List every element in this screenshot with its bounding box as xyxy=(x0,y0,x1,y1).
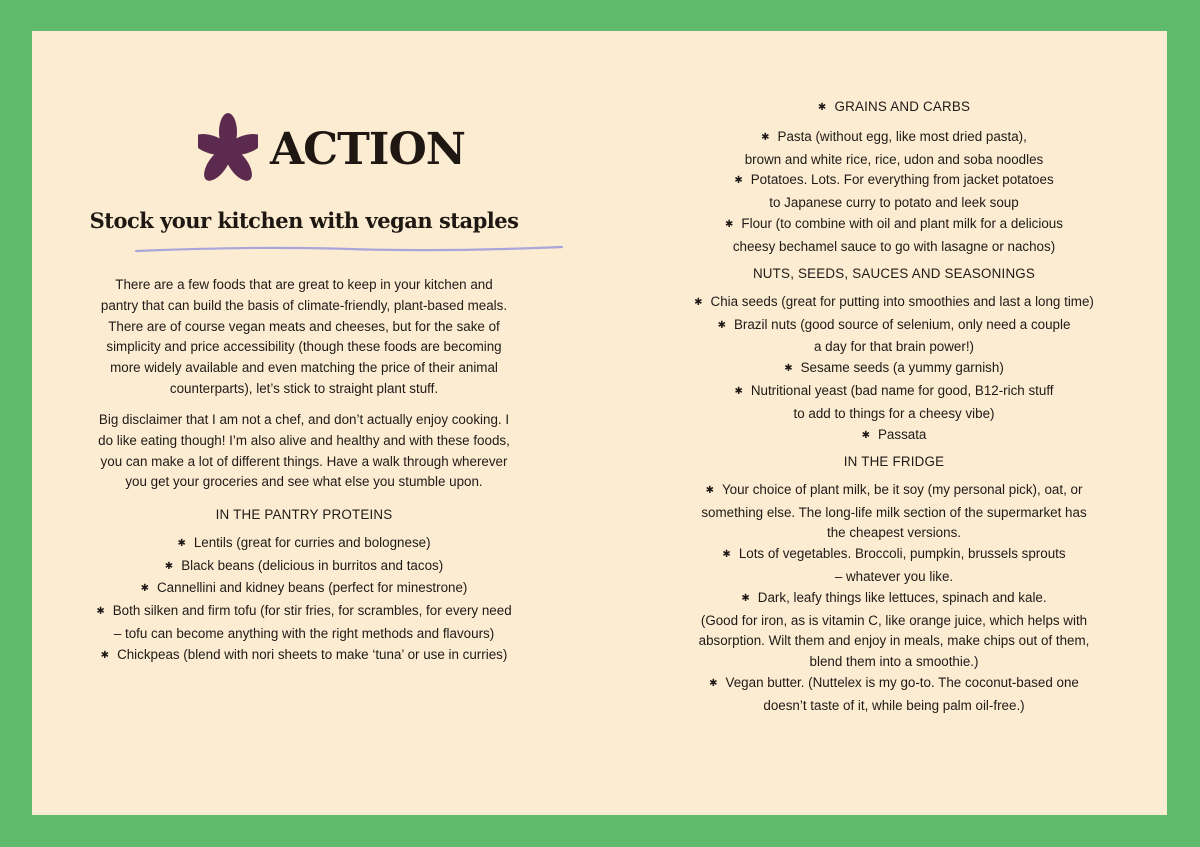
bullet-star-icon: ✱ xyxy=(734,385,743,397)
item-line: doesn’t taste of it, while being palm oil-free.) xyxy=(763,697,1025,713)
page-subtitle: Stock your kitchen with vegan staples xyxy=(89,208,519,233)
item-line: Vegan butter. (Nuttelex is my go-to. The coconut-based one xyxy=(725,674,1079,690)
item-line: Chia seeds (great for putting into smoothies and last a long time) xyxy=(710,293,1094,309)
list-item xyxy=(664,673,1124,717)
list-item xyxy=(664,127,1124,171)
bullet-star-icon: ✱ xyxy=(861,429,870,441)
list-item xyxy=(664,292,1124,315)
bullet-star-icon: ✱ xyxy=(734,175,743,187)
disclaimer-paragraph xyxy=(78,410,530,493)
bullet-star-icon: ✱ xyxy=(741,592,750,604)
item-line: Lots of vegetables. Broccoli, pumpkin, brussels sprouts xyxy=(738,546,1066,562)
bullet-star-icon: ✱ xyxy=(694,296,703,308)
bullet-star-icon: ✱ xyxy=(100,649,110,661)
list-item xyxy=(664,358,1124,381)
item-line: Black beans (delicious in burritos and tacos) xyxy=(181,557,444,573)
item-line: something else. The long-life milk section of the supermarket has xyxy=(701,504,1087,520)
bullet-star-icon: ✱ xyxy=(722,549,731,561)
grains-section xyxy=(664,97,1124,258)
bullet-star-icon: ✱ xyxy=(717,319,726,331)
bullet-star-icon: ✱ xyxy=(709,677,718,689)
list-item xyxy=(78,578,530,601)
item-line: Dark, leafy things like lettuces, spinach and kale. xyxy=(757,589,1047,605)
intro-paragraph xyxy=(78,275,530,400)
bullet-star-icon: ✱ xyxy=(817,102,827,113)
pantry-section xyxy=(78,505,530,668)
item-line: Chickpeas (blend with nori sheets to make ‘tuna’ or use in curries) xyxy=(117,646,508,662)
item-line: blend them into a smoothie.) xyxy=(809,654,979,670)
item-line: Cannellini and kidney beans (perfect for minestrone) xyxy=(157,580,468,596)
item-line: Flour (to combine with oil and plant milk for a delicious xyxy=(741,215,1063,231)
section-title: NUTS, SEEDS, SAUCES AND SEASONINGS xyxy=(752,266,1036,281)
intro-line: There are a few foods that are great to keep in your kitchen and xyxy=(115,277,493,292)
item-line: Brazil nuts (good source of selenium, only need a couple xyxy=(733,316,1071,332)
fridge-section xyxy=(664,452,1124,717)
bullet-star-icon: ✱ xyxy=(784,363,793,375)
section-title: GRAINS AND CARBS xyxy=(834,99,971,114)
list-item xyxy=(664,214,1124,258)
item-line: Sesame seeds (a yummy garnish) xyxy=(800,360,1004,376)
disclaimer-line: you get your groceries and see what else you stumble upon. xyxy=(125,474,483,490)
item-line: Lentils (great for curries and bolognese) xyxy=(193,534,431,550)
asterisk-star-icon xyxy=(198,113,258,187)
list-item xyxy=(78,533,530,556)
item-line: Nutritional yeast (bad name for good, B12-rich stuff xyxy=(750,382,1054,398)
bullet-star-icon: ✱ xyxy=(140,583,149,595)
item-line: Your choice of plant milk, be it soy (my personal pick), oat, or xyxy=(721,481,1083,497)
item-line: – tofu can become anything with the right methods and flavours) xyxy=(113,625,495,641)
bullet-star-icon: ✱ xyxy=(761,131,770,143)
disclaimer-line: do like eating though! I’m also alive and healthy and with these foods, xyxy=(98,432,510,448)
section-title: IN THE PANTRY PROTEINS xyxy=(215,507,393,522)
intro-line: more widely available and even matching the price of their animal xyxy=(110,360,498,376)
list-item xyxy=(78,601,530,645)
item-line: to Japanese curry to potato and leek soup xyxy=(769,195,1019,211)
list-item xyxy=(664,544,1124,588)
list-item xyxy=(664,381,1124,425)
intro-line: counterparts), let’s stick to straight plant stuff. xyxy=(169,380,439,396)
item-line: Pasta (without egg, like most dried pasta), xyxy=(777,128,1027,144)
action-heading xyxy=(198,113,465,187)
intro-line: simplicity and price accessibility (though these foods are becoming xyxy=(106,339,502,355)
disclaimer-line: Big disclaimer that I am not a chef, and don’t actually enjoy cooking. I xyxy=(98,412,510,427)
list-item xyxy=(78,556,530,579)
nuts-section xyxy=(664,264,1124,447)
list-item xyxy=(664,315,1124,359)
item-line: to add to things for a cheesy vibe) xyxy=(793,405,995,421)
item-line: brown and white rice, rice, udon and soba noodles xyxy=(744,151,1044,167)
item-line: – whatever you like. xyxy=(834,568,954,584)
document-page xyxy=(32,31,1167,815)
item-line: Potatoes. Lots. For everything from jacket potatoes xyxy=(750,172,1054,188)
disclaimer-line: you can make a lot of different things. Have a walk through wherever xyxy=(100,453,508,469)
bullet-star-icon: ✱ xyxy=(96,606,105,618)
list-item xyxy=(78,645,530,668)
list-item xyxy=(664,588,1124,673)
list-item xyxy=(664,425,1124,448)
bullet-star-icon: ✱ xyxy=(177,537,186,549)
item-line: a day for that brain power!) xyxy=(813,339,975,355)
bullet-star-icon: ✱ xyxy=(725,218,734,230)
item-line: Both silken and firm tofu (for stir fries, for scrambles, for every need xyxy=(112,603,512,619)
list-item xyxy=(664,480,1124,544)
intro-line: There are of course vegan meats and cheeses, but for the sake of xyxy=(108,318,500,334)
section-title: IN THE FRIDGE xyxy=(843,454,945,469)
intro-line: pantry that can build the basis of climate-friendly, plant-based meals. xyxy=(100,297,508,313)
list-item xyxy=(664,170,1124,214)
item-line: the cheapest versions. xyxy=(827,525,961,541)
item-line: absorption. Wilt them and enjoy in meals, make chips out of them, xyxy=(698,633,1090,649)
action-title: ACTION xyxy=(270,123,466,175)
item-line: Passata xyxy=(878,426,927,442)
bullet-star-icon: ✱ xyxy=(164,560,174,572)
item-line: (Good for iron, as is vitamin C, like orange juice, which helps with xyxy=(700,612,1088,628)
item-line: cheesy bechamel sauce to go with lasagne or nachos) xyxy=(732,238,1056,254)
subtitle-underline xyxy=(134,243,564,255)
bullet-star-icon: ✱ xyxy=(705,484,714,496)
